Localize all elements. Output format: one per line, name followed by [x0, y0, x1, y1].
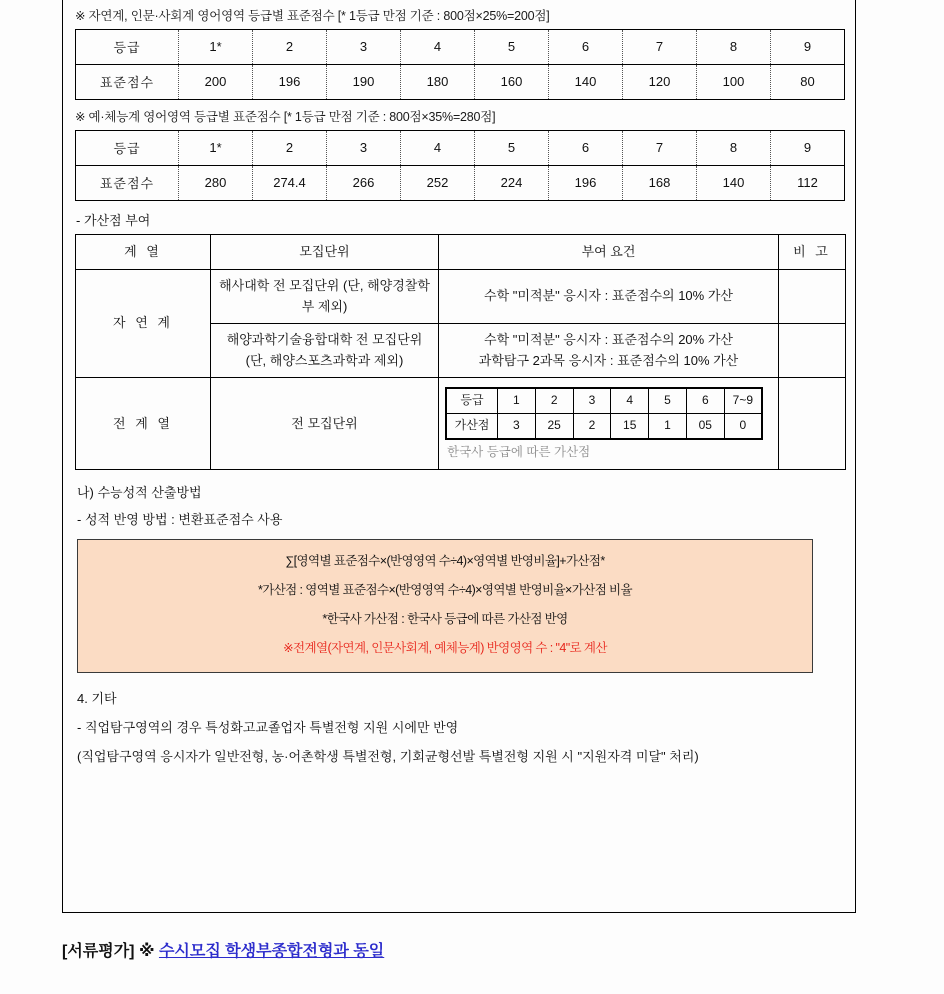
- kh-bonus-cell: 3: [498, 413, 536, 439]
- kh-grade-cell: 7~9: [724, 388, 762, 414]
- requirement-cell-nested: [439, 377, 779, 470]
- table-row: [76, 377, 846, 470]
- score-row-label: 표준점수: [76, 165, 179, 200]
- score-cell: 196: [253, 64, 327, 99]
- korean-history-wrapper: [443, 383, 774, 465]
- grade-cell: 8: [697, 130, 771, 165]
- requirement-line: 수학 "미적분" 응시자 : 표준점수의 10% 가산: [484, 288, 733, 304]
- grade-cell: 7: [623, 130, 697, 165]
- grade-cell: 1*: [179, 29, 253, 64]
- kh-grade-cell: 2: [535, 388, 573, 414]
- score-row-label: 표준점수: [76, 64, 179, 99]
- grade-cell: 7: [623, 29, 697, 64]
- grade-cell: 8: [697, 29, 771, 64]
- table-row: [446, 413, 762, 439]
- score-cell: 100: [697, 64, 771, 99]
- natural-social-note: ※ 자연계, 인문·사회계 영어영역 등급별 표준점수 [* 1등급 만점 기준 : 800점×25%=200점]: [75, 9, 550, 23]
- section-b-method: - 성적 반영 방법 : 변환표준점수 사용: [77, 512, 283, 528]
- score-cell: 266: [327, 165, 401, 200]
- unit-cell: [211, 377, 439, 470]
- unit-line: 전 모집단위: [355, 331, 423, 347]
- unit-line: 해양과학기술융합대학: [226, 331, 353, 347]
- score-cell: 190: [327, 64, 401, 99]
- natural-social-score-table: [75, 29, 845, 100]
- score-cell: 252: [401, 165, 475, 200]
- grade-cell: 5: [475, 29, 549, 64]
- table-row: [446, 388, 762, 414]
- kh-bonus-cell: 0: [724, 413, 762, 439]
- table-row: [76, 29, 845, 64]
- table-row: [76, 130, 845, 165]
- grade-cell: 6: [549, 130, 623, 165]
- score-cell: 200: [179, 64, 253, 99]
- grade-cell: 2: [253, 130, 327, 165]
- formula-line-note: ※전계열(자연계, 인문사회계, 예체능계) 반영영역 수 : "4"로 계산: [283, 640, 607, 655]
- bonus-section-caption: - 가산점 부여: [76, 212, 151, 228]
- arts-physical-note: ※ 예·체능계 영어영역 등급별 표준점수 [* 1등급 만점 기준 : 800점×35%=280점]: [75, 109, 496, 124]
- section-4-title: 4. 기타: [77, 690, 117, 706]
- remark-cell: [779, 377, 846, 470]
- section-4-line-1: - 직업탐구영역의 경우 특성화고교졸업자 특별전형 지원 시에만 반영: [77, 719, 459, 735]
- score-cell: 224: [475, 165, 549, 200]
- score-cell: 140: [697, 165, 771, 200]
- grade-cell: 9: [771, 29, 845, 64]
- table-row: [76, 165, 845, 200]
- formula-line-korean-history: *한국사 가산점 : 한국사 등급에 따른 가산점 반영: [322, 611, 568, 626]
- header-requirement: 부여 요건: [439, 234, 779, 269]
- series-all: 전 계 열: [76, 377, 211, 470]
- header-unit: 모집단위: [211, 234, 439, 269]
- unit-line: 해사대학 전 모집단위: [219, 277, 340, 293]
- requirement-line: 과학탐구 2과목 응시자 : 표준점수의 10% 가산: [478, 353, 739, 369]
- footer-evaluation-line: [62, 938, 384, 961]
- section-b-title: 나) 수능성적 산출방법: [77, 485, 202, 501]
- score-cell: 112: [771, 165, 845, 200]
- grade-cell: 4: [401, 130, 475, 165]
- grade-cell: 3: [327, 29, 401, 64]
- grade-cell: 2: [253, 29, 327, 64]
- kh-bonus-label: 가산점: [446, 413, 498, 439]
- kh-grade-cell: 4: [611, 388, 649, 414]
- remark-cell: [779, 323, 846, 377]
- korean-history-caption: 한국사 등급에 따른 가산점: [447, 444, 591, 459]
- unit-line: (단, 해양스포츠과학과 제외): [245, 353, 404, 369]
- grade-cell: 6: [549, 29, 623, 64]
- table-row: [76, 64, 845, 99]
- score-cell: 140: [549, 64, 623, 99]
- requirement-cell: [439, 323, 779, 377]
- unit-cell: [211, 323, 439, 377]
- formula-line-main: ∑[영역별 표준점수×(반영영역 수÷4)×영역별 반영비율]+가산점*: [285, 553, 605, 568]
- grade-row-label: 등급: [76, 130, 179, 165]
- kh-bonus-cell: 25: [535, 413, 573, 439]
- grade-cell: 9: [771, 130, 845, 165]
- formula-box: [77, 539, 813, 673]
- kh-bonus-cell: 15: [611, 413, 649, 439]
- score-cell: 120: [623, 64, 697, 99]
- kh-grade-cell: 1: [498, 388, 536, 414]
- score-cell: 168: [623, 165, 697, 200]
- formula-line-bonus: *가산점 : 영역별 표준점수×(반영영역 수÷4)×영역별 반영비율×가산점 비율: [257, 582, 633, 597]
- kh-grade-cell: 3: [573, 388, 611, 414]
- grade-cell: 4: [401, 29, 475, 64]
- header-series: 계 열: [76, 234, 211, 269]
- grade-cell: 3: [327, 130, 401, 165]
- kh-grade-cell: 5: [649, 388, 687, 414]
- score-cell: 196: [549, 165, 623, 200]
- series-natural: 자 연 계: [76, 269, 211, 377]
- kh-grade-cell: 6: [686, 388, 724, 414]
- kh-bonus-cell: 05: [686, 413, 724, 439]
- score-cell: 280: [179, 165, 253, 200]
- requirement-line: 수학 "미적분" 응시자 : 표준점수의 20% 가산: [484, 331, 733, 347]
- score-cell: 80: [771, 64, 845, 99]
- content-container: [62, 0, 856, 913]
- kh-bonus-cell: 1: [649, 413, 687, 439]
- grade-cell: 1*: [179, 130, 253, 165]
- score-cell: 160: [475, 64, 549, 99]
- bonus-point-table: [75, 234, 846, 470]
- table-header-row: [76, 234, 846, 269]
- korean-history-table: [445, 387, 763, 440]
- grade-cell: 5: [475, 130, 549, 165]
- header-remark: 비 고: [779, 234, 846, 269]
- document-evaluation-link[interactable]: 수시모집 학생부종합전형과 동일: [158, 943, 385, 960]
- unit-line: 전 모집단위: [291, 415, 358, 431]
- unit-line: (단, 해양경찰학부 제외): [301, 277, 430, 315]
- requirement-cell: [439, 269, 779, 323]
- table-row: [76, 269, 846, 323]
- score-cell: 180: [401, 64, 475, 99]
- score-cell: 274.4: [253, 165, 327, 200]
- section-4-line-2: (직업탐구영역 응시자가 일반전형, 농·어촌학생 특별전형, 기회균형선발 특별전형 지원 시 "지원자격 미달" 처리): [77, 748, 699, 764]
- grade-row-label: 등급: [76, 29, 179, 64]
- unit-cell: [211, 269, 439, 323]
- footer-prefix: [서류평가]: [62, 943, 135, 960]
- kh-grade-label: 등급: [446, 388, 498, 414]
- kh-bonus-cell: 2: [573, 413, 611, 439]
- arts-physical-score-table: [75, 130, 845, 201]
- remark-cell: [779, 269, 846, 323]
- reference-mark-icon: ※: [138, 943, 155, 960]
